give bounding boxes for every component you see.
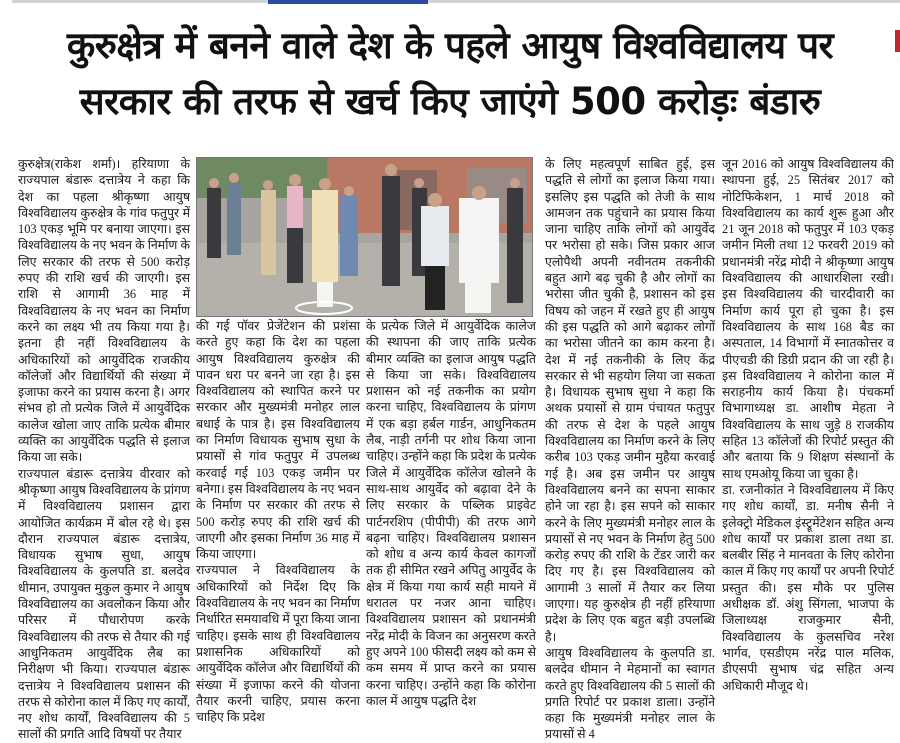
article-column-3	[366, 318, 536, 709]
article-column-5	[722, 156, 894, 694]
paragraph: के लिए महत्वपूर्ण साबित हुई, इस पद्धति से लोगों का इलाज किया गया। इसलिए इस पद्धति को तेजी के साथ आमजन तक पहुंचाने का प्रयास किया जाना चाहिए ताकि लोगों को आयुर्वेद पर भरोसा हो सके। जिस प्रकार आज एलोपैथी अपनी नवीनतम तकनीकी बहुत आगे बढ़ चुकी है और लोगों का भरोसा जीत चुकी है, प्रशासन को इस विषय को जहन में रखते हुए ही आयुष की इस पद्धति को आगे बढ़ाकर लोगों का भरोसा जीतने का काम करना है। देश में नई तकनीकी के लिए केंद्र सरकार से भी सहयोग लिया जा सकता है। विधायक सुभाष सुधा ने कहा कि अथक प्रयासों से ग्राम पंचायत फतुपुर की तरफ से देश के पहले आयुष विश्वविद्यालय का निर्माण करने के लिए करीब 103 एकड़ जमीन मुहैया करवाई गई है। अब इस जमीन पर आयुष विश्वविद्यालय बनने का सपना साकार होने जा रहा है। इस सपने को साकार करने के लिए मुख्यमंत्री मनोहर लाल के प्रयासों से नए भवन के निर्माण हेतु 500 करोड़ रुपए की राशि के टेंडर जारी कर दिए गए है। इस विश्वविद्यालय को आगामी 3 सालों में तैयार कर लिया जाएगा। यह कुरुक्षेत्र ही नहीं हरियाणा प्रदेश के लिए एक बहुत बड़ी उपलब्धि है।	[545, 157, 715, 644]
paragraph: के प्रत्येक जिले में आयुर्वेदिक कालेज की स्थापना की जाए ताकि प्रत्येक बीमार व्यक्ति का इलाज आयुष पद्धति से किया जा सके। विश्वविद्यालय प्रशासन को नई तकनीक का प्रयोग करना चाहिए, विश्वविद्यालय के प्रांगण में एक बड़ा हर्बल गार्डन, आधुनिकतम लैब, नाड़ी तर्गनी पर शोध किया जाना चाहिए। उन्होंने कहा कि प्रदेश के प्रत्येक जिले में आयुर्वेदिक कॉलेज खोलने के साथ-साथ आयुर्वेद को बढ़ावा देने के लिए सरकार के पब्लिक प्राइवेट पार्टनरशिप (पीपीपी) की तरफ आगे बढ़ना चाहिए। विश्वविद्यालय प्रशासन को शोध व अन्य कार्य केवल कागजों तक ही सीमित रखने अपितु आयुर्वेद के क्षेत्र में किया गया कार्य सही मायने में धरातल पर नजर आना चाहिए। विश्वविद्यालय प्रशासन को प्रधानमंत्री नरेंद्र मोदी के विजन का अनुसरण करते हुए अपने 100 फीसदी लक्ष्य को कम से कम समय में प्राप्त करने का प्रयास करना चाहिए। उन्होंने कहा कि कोरोना काल में आयुष पद्धति देश	[366, 319, 536, 708]
photo-governor-ceremony-icon	[197, 158, 532, 316]
article-column-4	[545, 156, 715, 743]
paragraph: डा. रजनीकांत ने विश्वविद्यालय में किए गए शोध कार्यों, डा. मनीष सैनी ने इलेक्ट्रो मेडिकल इंस्ट्रूमेंटेशन सहित अन्य शोध कार्यों पर प्रकाश डाला तथा डा. बलबीर सिंह ने मानवता के लिए कोरोना काल में किए गए कार्यों पर अपनी रिपोर्ट प्रस्तुत की। इस मौके पर पुलिस अधीक्षक डॉ. अंशु सिंगला, भाजपा के जिलाध्यक्ष राजकुमार सैनी, विश्वविद्यालय के कुलसचिव नरेश भार्गव, एसडीएम नरेंद्र पाल मलिक, डीएसपी सुभाष चंद्र सहित अन्य अधिकारी मौजूद थे।	[722, 482, 894, 693]
headline-line-1: कुरुक्षेत्र में बनने वाले देश के पहले आयुष विश्वविद्यालय पर	[66, 24, 834, 67]
article-column-2	[196, 318, 360, 725]
headline-line-2: सरकार की तरफ से खर्च किए जाएंगे 500 करोड़ः बंडारु	[79, 80, 821, 123]
paragraph: राज्यपाल बंडारू दत्तात्रेय वीरवार को श्रीकृष्णा आयुष विश्वविद्यालय के प्रांगण में विश्वविद्यालय प्रशासन द्वारा आयोजित कार्यक्रम में बोल रहे थे। इस दौरान राज्यपाल बंडारू दत्तात्रेय, विधायक सुभाष सुधा, आयुष विश्वविद्यालय के कुलपति डा. बलदेव धीमान, उपायुक्त मुकुल कुमार ने आयुष विश्वविद्यालय का अवलोकन किया और परिसर में पौधारोपण करके विश्वविद्यालय की तरफ से तैयार की गई आधुनिकतम आयुर्वेदिक लैब का निरीक्षण भी किया। राज्यपाल बंडारू दत्तात्रेय ने विश्वविद्यालय प्रशासन की तरफ से कोरोना काल में किए गए कार्यों, नए शोध कार्यों, विश्वविद्यालय की 5 सालों की प्रगति आदि विषयों पर तैयार	[18, 466, 190, 742]
paragraph: राज्यपाल ने विश्वविद्यालय के अधिकारियों को निर्देश दिए कि विश्वविद्यालय के नए भवन का निर्माण निर्धारित समयावधि में पूरा किया जाना चाहिए। इसके साथ ही विश्वविद्यालय प्रशासनिक अधिकारियों को आयुर्वेदिक कॉलेज और विद्यार्थियों की संख्या में इजाफा करने की योजना तैयार करनी चाहिए, प्रयास करना चाहिए कि प्रदेश	[196, 563, 360, 725]
article-column-1	[18, 156, 190, 742]
news-photo	[196, 157, 533, 317]
paragraph: की गई पॉवर प्रेजेंटेशन की प्रशंसा करते हुए कहा कि देश का पहला आयुष विश्वविद्यालय कुरुक्षेत्र की पावन धरा पर बनने जा रहा है। इस विश्वविद्यालय को स्थापित करने पर सरकार और मुख्यमंत्री मनोहर लाल बधाई के पात्र है। इस विश्वविद्यालय का निर्माण विधायक सुभाष सुधा के प्रयासों से गांव फतुपुर में उपलब्ध करवाई गई 103 एकड़ जमीन पर बनेगा। इस विश्वविद्यालय के नए भवन के निर्माण पर सरकार की तरफ से 500 करोड़ रुपए की राशि खर्च की जाएगी और इसका निर्माण 36 माह में किया जाएगा।	[196, 319, 360, 562]
paragraph: जून 2016 को आयुष विश्वविद्यालय की स्थापना हुई, 25 सितंबर 2017 को नोटिफिकेशन, 1 मार्च 2018 को विश्वविद्यालय का कार्य शुरू हुआ और 21 जून 2018 को फतुपुर में 103 एकड़ जमीन मिली तथा 12 फरवरी 2019 को प्रधानमंत्री नरेंद्र मोदी ने श्रीकृष्णा आयुष विश्वविद्यालय की आधारशिला रखी। इस विश्वविद्यालय की चारदीवारी का निर्माण कार्य पूरा हो चुका है। इस विश्वविद्यालय के साथ 168 बैड का अस्पताल, 14 विभागों में स्नातकोत्तर व पीएचडी की डिग्री प्रदान की जा रही है। इस विश्वविद्यालय ने कोरोना काल में सराहनीय कार्य किया है। पंचकर्मा विभागाध्यक्ष डा. आशीष मेहता ने विश्वविद्यालय के साथ जुड़े 8 राजकीय सहित 13 कॉलेजों की रिपोर्ट प्रस्तुत की और बताया कि 9 शिक्षण संस्थानों के साथ एमओयू किया जा चुका है।	[722, 157, 894, 481]
top-border-bar	[12, 0, 900, 3]
paragraph: कुरुक्षेत्र(राकेश शर्मा)। हरियाणा के राज्यपाल बंडारू दत्तात्रेय ने कहा कि देश का पहला श्रीकृष्णा आयुष विश्वविद्यालय कुरुक्षेत्र के गांव फतुपुर में 103 एकड़ भूमि पर बनाया जाएगा। इस विश्वविद्यालय के नए भवन के निर्माण के लिए सरकार की तरफ से 500 करोड़ रुपए की राशि खर्च की जाएगी। इस राशि से आगामी 36 माह में विश्वविद्यालय के नए भवन का निर्माण करने का लक्ष्य भी तय किया गया है। इतना ही नहीं विश्वविद्यालय के अधिकारियों को आयुर्वेदिक राजकीय कॉलेजों और विद्यार्थियों की संख्या में इजाफा करने का प्रयास करना है। अगर संभव हो तो प्रत्येक जिले में आयुर्वेदिक कालेज खोला जाए ताकि प्रत्येक बीमार व्यक्ति का आयुर्वेदिक पद्धति से इलाज किया जा सके।	[18, 157, 190, 465]
paragraph: आयुष विश्वविद्यालय के कुलपति डा. बलदेव धीमान ने मेहमानों का स्वागत करते हुए विश्वविद्यालय की 5 सालों की प्रगति रिपोर्ट पर प्रकाश डाला। उन्होंने कहा कि मुख्यमंत्री मनोहर लाल के प्रयासों से 4	[545, 645, 715, 742]
top-border-accent	[268, 0, 428, 4]
headline	[0, 18, 900, 130]
